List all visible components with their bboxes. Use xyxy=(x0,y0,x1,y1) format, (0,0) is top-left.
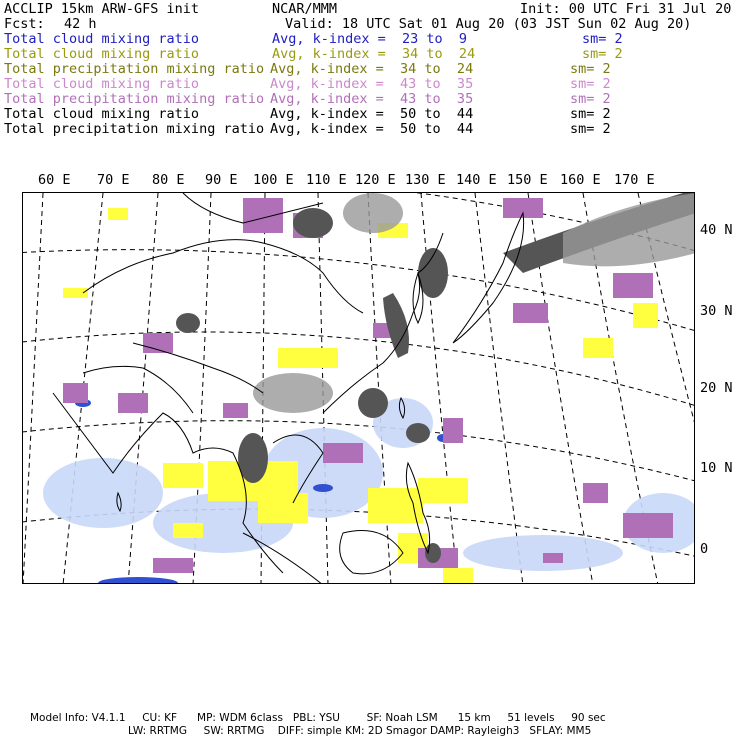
lat-label: 0 xyxy=(700,541,709,557)
map-canvas xyxy=(23,193,695,584)
init-time: Init: 00 UTC Fri 31 Jul 20 xyxy=(520,1,732,17)
lon-label: 150 E xyxy=(507,172,548,188)
legend-avg-3: Avg, k-index = 43 to 35 xyxy=(270,76,474,92)
legend-field-3: Total cloud mixing ratio xyxy=(4,76,200,92)
fcst-value: 42 h xyxy=(64,16,97,32)
footer-physics-info: LW: RRTMG SW: RRTMG DIFF: simple KM: 2D Smagor DAMP: Rayleigh3 SFLAY: MM5 xyxy=(128,725,592,737)
lat-label: 30 N xyxy=(700,303,733,319)
lat-label: 10 N xyxy=(700,460,733,476)
lon-label: 60 E xyxy=(38,172,71,188)
legend-avg-0: Avg, k-index = 23 to 9 xyxy=(272,31,468,47)
lon-label: 100 E xyxy=(253,172,294,188)
lon-label: 160 E xyxy=(560,172,601,188)
legend-avg-1: Avg, k-index = 34 to 24 xyxy=(272,46,476,62)
lat-label: 40 N xyxy=(700,222,733,238)
forecast-map xyxy=(22,192,695,584)
lat-label: 20 N xyxy=(700,380,733,396)
lon-label: 120 E xyxy=(355,172,396,188)
valid-time: Valid: 18 UTC Sat 01 Aug 20 (03 JST Sun 02 Aug 20) xyxy=(285,16,692,32)
lon-label: 170 E xyxy=(614,172,655,188)
legend-field-2: Total precipitation mixing ratio xyxy=(4,61,265,77)
cloud-fields xyxy=(43,193,695,584)
footer-model-info: Model Info: V4.1.1 CU: KF MP: WDM 6class PBL: YSU SF: Noah LSM 15 km 51 levels 90 sec xyxy=(30,712,606,724)
legend-field-4: Total precipitation mixing ratio xyxy=(4,91,265,107)
legend-field-5: Total cloud mixing ratio xyxy=(4,106,200,122)
lon-label: 130 E xyxy=(405,172,446,188)
legend-field-0: Total cloud mixing ratio xyxy=(4,31,200,47)
legend-sm-4: sm= 2 xyxy=(570,91,611,107)
center-label: NCAR/MMM xyxy=(272,1,338,17)
legend-avg-4: Avg, k-index = 43 to 35 xyxy=(270,91,474,107)
legend-sm-3: sm= 2 xyxy=(570,76,611,92)
borneo xyxy=(340,531,403,574)
lon-label: 90 E xyxy=(205,172,238,188)
legend-avg-5: Avg, k-index = 50 to 44 xyxy=(270,106,474,122)
lon-label: 80 E xyxy=(152,172,185,188)
lon-label: 70 E xyxy=(97,172,130,188)
fcst-label: Fcst: xyxy=(4,16,45,32)
legend-sm-0: sm= 2 xyxy=(582,31,623,47)
legend-avg-2: Avg, k-index = 34 to 24 xyxy=(270,61,474,77)
legend-sm-5: sm= 2 xyxy=(570,106,611,122)
legend-field-1: Total cloud mixing ratio xyxy=(4,46,200,62)
lon-label: 140 E xyxy=(456,172,497,188)
legend-avg-6: Avg, k-index = 50 to 44 xyxy=(270,121,474,137)
legend-sm-6: sm= 2 xyxy=(570,121,611,137)
model-title: ACCLIP 15km ARW-GFS init xyxy=(4,1,200,17)
legend-sm-1: sm= 2 xyxy=(582,46,623,62)
legend-sm-2: sm= 2 xyxy=(570,61,611,77)
legend-field-6: Total precipitation mixing ratio xyxy=(4,121,265,137)
lon-label: 110 E xyxy=(306,172,347,188)
